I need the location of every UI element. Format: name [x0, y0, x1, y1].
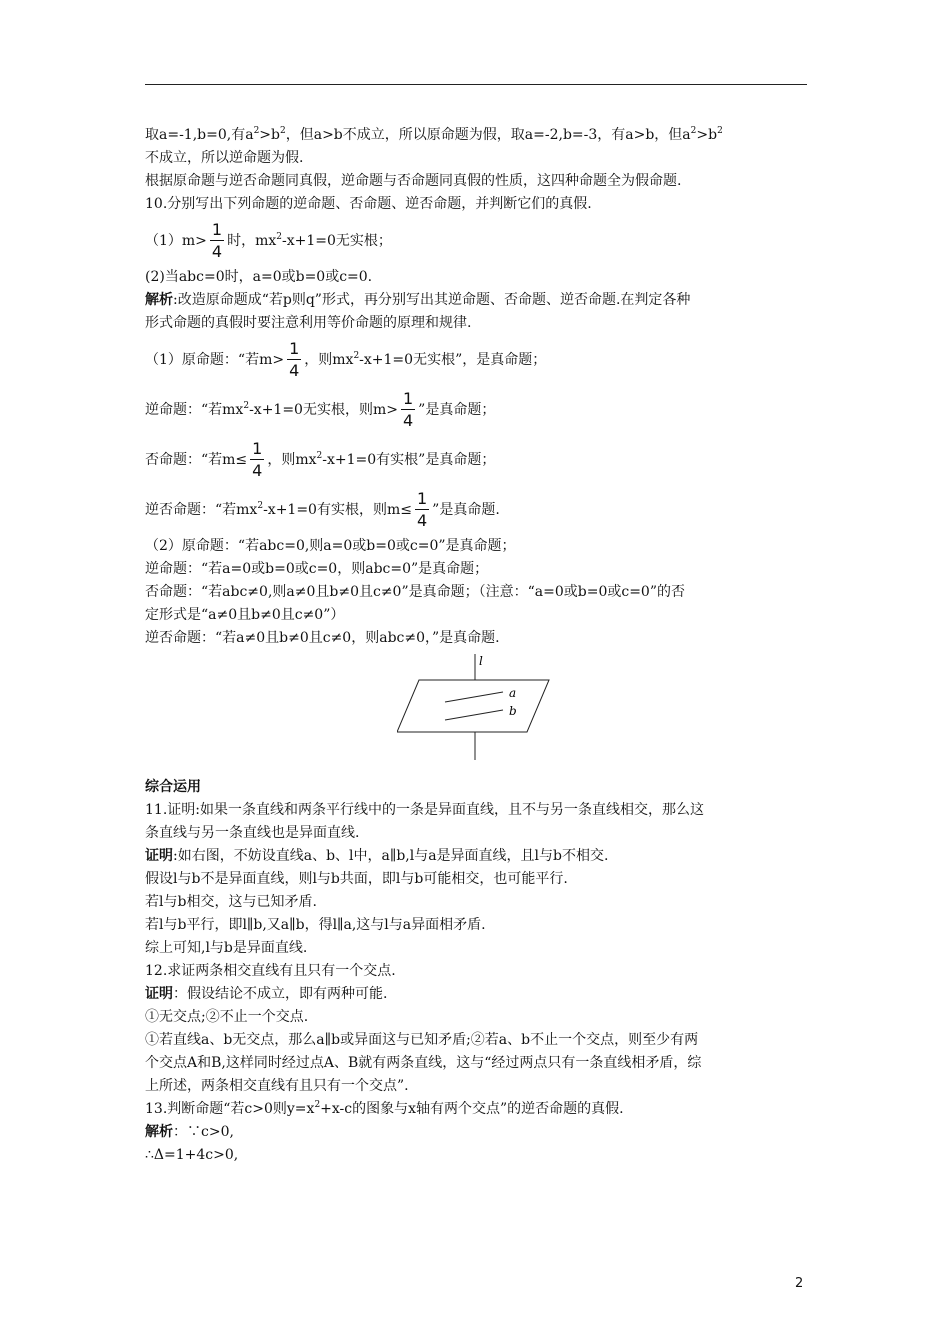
fraction: $\frac{1}{4}$ [289, 339, 300, 380]
analysis-line: 解析:改造原命题成“若p则q”形式，再分别写出其逆命题、否命题、逆否命题.在判定各种 [145, 292, 691, 308]
analysis-label: 解析 [145, 1124, 173, 1140]
text-line: 不成立，所以逆命题为假. [145, 150, 304, 166]
plane-parallelogram [397, 680, 549, 732]
text-line: 否命题：“若abc≠0,则a≠0且b≠0且c≠0”是真命题；（注意：“a=0或b=0或c=0”的否 [145, 584, 685, 600]
line-b [445, 710, 503, 720]
proof-label: 证明 [145, 986, 173, 1002]
question-11: 11.证明:如果一条直线和两条平行线中的一条是异面直线，且不与另一条直线相交，那么这 [145, 802, 704, 818]
fraction: $\frac{1}{4}$ [416, 489, 428, 530]
question-10-part-2: (2)当abc=0时，a=0或b=0或c=0. [145, 269, 373, 285]
question-10-part-1: （1）m> $\frac{1}{4}$ 时，$mx^2-x+1=0$无实根； [145, 220, 392, 261]
text-line: 根据原命题与逆否命题同真假，逆命题与否命题同真假的性质，这四种命题全为假命题. [145, 173, 682, 189]
text-line: （2）原命题：“若abc=0,则a=0或b=0或c=0”是真命题； [145, 538, 516, 554]
page-number: 2 [795, 1276, 804, 1291]
proof-line: 证明:如右图，不妨设直线a、b、l中，a∥b,l与a是异面直线，且l与b不相交. [145, 848, 609, 864]
question-13: 13.判断命题“若c>0则$y=x^2+x-c$的图象与x轴有两个交点”的逆否命题的真假. [145, 1100, 624, 1117]
document-body [145, 124, 807, 1167]
analysis-label: 解析 [145, 292, 173, 308]
text-line: 综上可知,l与b是异面直线. [145, 940, 308, 956]
header-rule [145, 84, 807, 85]
text-line: 定形式是“a≠0且b≠0且c≠0”） [145, 607, 345, 623]
text-line: 否命题：“若m≤ $\frac{1}{4}$ ，则$mx^2-x+1=0$有实根”是真命题； [145, 439, 496, 480]
question-12: 12.求证两条相交直线有且只有一个交点. [145, 963, 396, 979]
label-l: l [479, 654, 483, 668]
line-a [445, 692, 503, 702]
text-line: 上所述，两条相交直线有且只有一个交点”. [145, 1078, 409, 1094]
text-line: 逆命题：“若a=0或b=0或c=0，则abc=0”是真命题； [145, 561, 489, 577]
question-10: 10.分别写出下列命题的逆命题、否命题、逆否命题，并判断它们的真假. [145, 196, 592, 212]
text-line: 逆否命题：“若a≠0且b≠0且c≠0，则abc≠0，”是真命题. [145, 630, 500, 646]
analysis-line: 解析：∵c>0, [145, 1124, 234, 1140]
section-heading: 综合运用 [145, 779, 201, 795]
text-line: ①若直线a、b无交点，那么a∥b或异面这与已知矛盾;②若a、b不止一个交点，则至少有两 [145, 1032, 699, 1048]
skew-lines-figure [145, 650, 807, 768]
text-line: 假设l与b不是异面直线，则l与b共面，即l与b可能相交，也可能平行. [145, 871, 568, 887]
text-line: （1）原命题：“若m> $\frac{1}{4}$ ，则$mx^2-x+1=0$无实根”，是真命题； [145, 339, 547, 380]
text-line: 个交点A和B,这样同时经过点A、B就有两条直线，这与“经过两点只有一条直线相矛盾，综 [145, 1055, 702, 1071]
text-line: 条直线与另一条直线也是异面直线. [145, 825, 360, 841]
fraction: $\frac{1}{4}$ [211, 220, 223, 261]
proof-line: 证明：假设结论不成立，即有两种可能. [145, 986, 388, 1002]
text-line: 取a=-1,b=0,有$a^2>b^2$，但a>b不成立，所以原命题为假，取a=-2,b=-3，有a>b，但$a^2>b^2$ [145, 126, 723, 143]
fraction: $\frac{1}{4}$ [252, 439, 263, 480]
proof-label: 证明 [145, 848, 173, 864]
skew-lines-diagram [397, 654, 557, 760]
fraction: $\frac{1}{4}$ [402, 389, 414, 430]
text-line: 形式命题的真假时要注意利用等价命题的原理和规律. [145, 315, 472, 331]
text-line: 若l与b相交，这与已知矛盾. [145, 894, 317, 910]
text-line: ①无交点;②不止一个交点. [145, 1009, 309, 1025]
label-a: a [509, 686, 517, 700]
label-b: b [509, 704, 517, 718]
text-line: 若l与b平行，即l∥b,又a∥b，得l∥a,这与l与a异面相矛盾. [145, 917, 486, 933]
text-line: 逆命题：“若$mx^2-x+1=0$无实根，则m> $\frac{1}{4}$ ”是真命题； [145, 389, 496, 430]
text-line: 逆否命题：“若$mx^2-x+1=0$有实根，则m≤ $\frac{1}{4}$ ”是真命题. [145, 489, 500, 530]
text-line: ∴Δ=1+4c>0, [145, 1147, 239, 1163]
